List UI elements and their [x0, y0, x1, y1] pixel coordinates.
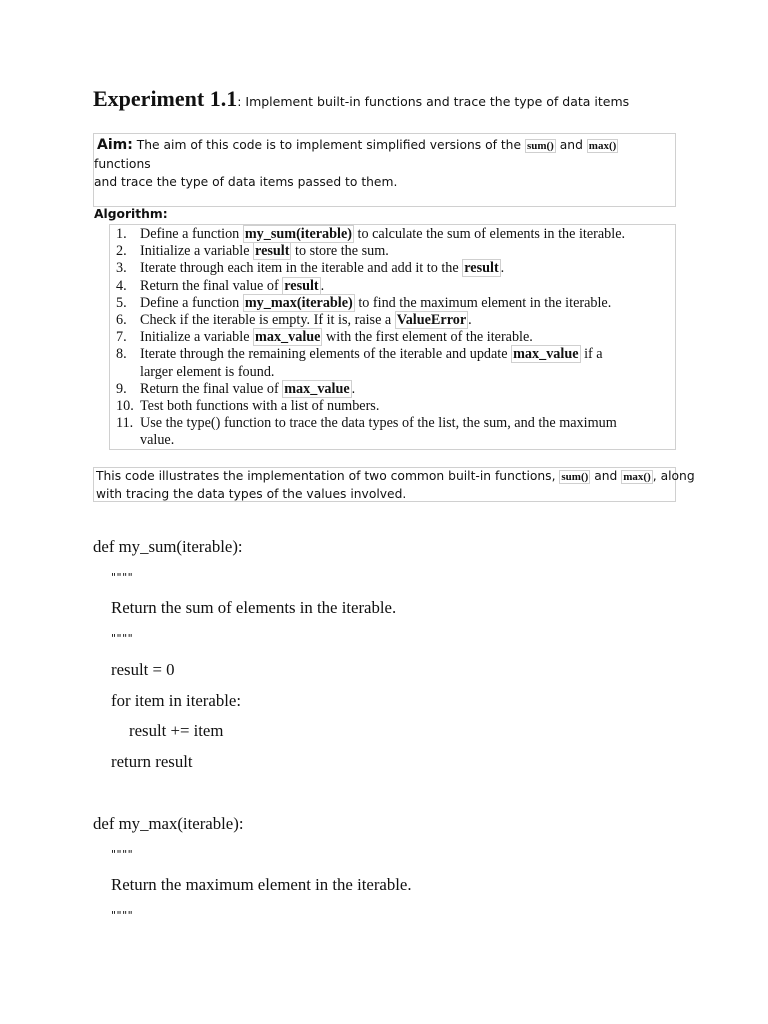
step-text: . [351, 380, 356, 397]
step-keyword: result [255, 243, 290, 260]
algorithm-step [110, 278, 625, 295]
algorithm-step [110, 415, 625, 432]
algorithm-step [110, 226, 625, 243]
aim-line-2: and trace the type of data items passed to them. [94, 175, 398, 189]
step-keyword: max_value [255, 329, 321, 346]
steps-list [110, 226, 625, 450]
step-text: to find the maximum element in the iterable. [354, 294, 612, 311]
step-text: . [320, 277, 325, 294]
step-keyword: result [464, 260, 499, 277]
summary-note [93, 467, 695, 502]
title-main: Experiment 1.1 [93, 86, 238, 111]
code-line: result = 0 [111, 660, 175, 679]
step-text: to calculate the sum of elements in the iterable. [354, 226, 626, 242]
step-text: with the first element of the iterable. [322, 329, 533, 346]
step-number: 5. [116, 294, 127, 311]
step-text: Use the [140, 415, 187, 432]
step-text: Initialize a variable [140, 329, 254, 346]
docstring-quote: """" [111, 632, 134, 645]
step-text: Return the final value of [140, 380, 283, 397]
step-number: 11. [116, 415, 134, 432]
docstring-quote: """" [111, 848, 134, 861]
code-sum: sum() [526, 140, 554, 152]
step-keyword: ValueError [396, 312, 467, 329]
step-keyword: my_max(iterable) [244, 294, 353, 311]
algorithm-steps [109, 224, 676, 450]
algorithm-step [110, 364, 625, 381]
step-text: if a [580, 346, 603, 363]
algorithm-step [110, 346, 625, 363]
code-max: max() [588, 140, 617, 152]
step-text: . [468, 312, 472, 329]
step-number: 3. [116, 260, 127, 277]
step-text: function to trace the data types of the list, the sum, and the maximum [220, 415, 617, 432]
step-text: Check if the iterable is empty. If it is, raise a [140, 312, 395, 329]
aim-line-1 [94, 136, 673, 173]
step-text: larger element is found. [140, 363, 275, 380]
docstring-quote: """" [111, 571, 134, 584]
step-number: 9. [116, 380, 127, 397]
aim-text: The aim of this code is to implement simplified versions of the [132, 138, 525, 152]
step-keyword: max_value [513, 346, 579, 363]
algorithm-step [110, 243, 625, 260]
note-text: , along [652, 469, 695, 483]
step-number: 8. [116, 346, 127, 363]
step-number: 1. [116, 226, 127, 242]
experiment-title [93, 86, 629, 112]
step-text: Iterate through each item in the iterable and add it to the [140, 260, 463, 277]
step-text: Return the final value of [140, 277, 283, 294]
code-line: def my_max(iterable): [93, 814, 244, 833]
step-text: Define a function [140, 294, 243, 311]
aim-label: Aim: [97, 137, 133, 153]
note-line-2: with tracing the data types of the values involved. [96, 487, 407, 501]
docstring-quote: """" [111, 909, 134, 922]
step-text: . [500, 260, 505, 277]
step-keyword: my_sum(iterable) [244, 226, 352, 242]
code-line: result += item [129, 721, 224, 740]
algorithm-step [110, 329, 625, 346]
note-text: This code illustrates the implementation of two common built-in functions, [96, 469, 560, 483]
step-number: 2. [116, 243, 127, 260]
note-line-1 [96, 468, 695, 486]
aim-section [93, 133, 676, 221]
step-text: Test both functions with a list of numbers. [140, 398, 380, 415]
step-text: Iterate through the remaining elements of the iterable and update [140, 346, 512, 363]
step-number: 4. [116, 277, 127, 294]
note-text: and [590, 469, 622, 483]
step-keyword: max_value [284, 380, 350, 397]
algorithm-step [110, 381, 625, 398]
step-text: value. [140, 432, 175, 449]
algorithm-step [110, 398, 625, 415]
algorithm-step [110, 260, 625, 277]
step-keyword: result [284, 277, 319, 294]
code-line: return result [111, 752, 193, 771]
algorithm-step [110, 432, 625, 449]
step-number: 6. [116, 312, 127, 329]
step-keyword: type() [186, 415, 221, 432]
step-text: Define a function [140, 226, 243, 242]
step-number: 7. [116, 329, 127, 346]
aim-text: functions [94, 157, 151, 171]
algorithm-label: Algorithm: [94, 207, 168, 221]
title-subtitle: : Implement built-in functions and trace the type of data items [237, 94, 630, 109]
step-text: Initialize a variable [140, 243, 254, 260]
code-line: for item in iterable: [111, 691, 242, 710]
step-number: 10. [116, 398, 134, 415]
algorithm-step [110, 295, 625, 312]
aim-text: and [555, 138, 587, 152]
code-line: def my_sum(iterable): [93, 537, 243, 556]
code-line: Return the sum of elements in the iterable. [111, 598, 397, 617]
code-sum: sum() [561, 471, 589, 483]
code-line: Return the maximum element in the iterable. [111, 875, 412, 894]
step-text: to store the sum. [291, 243, 389, 260]
algorithm-step [110, 312, 625, 329]
code-max: max() [623, 471, 651, 483]
